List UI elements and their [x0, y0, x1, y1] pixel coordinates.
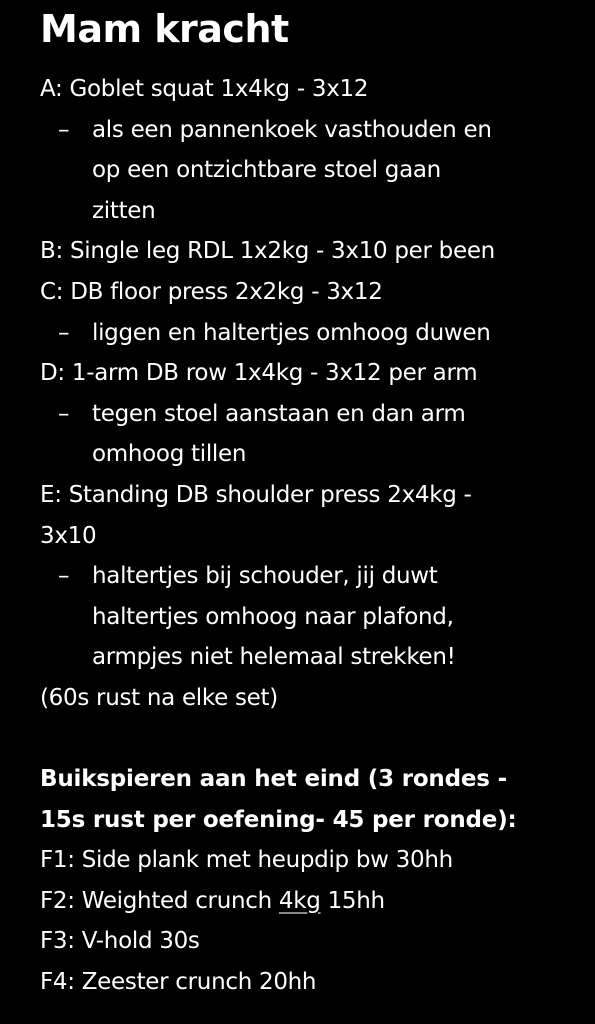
note-body[interactable] [40, 0, 585, 1003]
exercise-e-sets[interactable]: 3x10 [40, 522, 97, 549]
exercise-f3[interactable]: F3: V-hold 30s [40, 928, 200, 955]
exercise-c[interactable]: C: DB floor press 2x2kg - 3x12 [40, 278, 383, 305]
core-heading-1[interactable]: Buikspieren aan het eind (3 rondes - [40, 766, 507, 793]
exercise-e[interactable]: E: Standing DB shoulder press 2x4kg - [40, 481, 472, 508]
exercise-b[interactable]: B: Single leg RDL 1x2kg - 3x10 per been [40, 238, 495, 265]
exercise-f1[interactable]: F1: Side plank met heupdip bw 30hh [40, 847, 453, 874]
exercise-f2-reps: 15hh [320, 887, 385, 914]
exercise-d-instruction-2[interactable]: omhoog tillen [92, 441, 247, 468]
exercise-a-instruction-1[interactable]: – als een pannenkoek vasthouden en [40, 110, 585, 151]
exercise-a[interactable]: A: Goblet squat 1x4kg - 3x12 [40, 76, 369, 102]
exercise-f2-name: F2: Weighted crunch [40, 887, 279, 914]
exercise-d[interactable]: D: 1-arm DB row 1x4kg - 3x12 per arm [40, 360, 478, 387]
exercise-e-instruction-2[interactable]: haltertjes omhoog naar plafond, [92, 603, 454, 630]
exercise-f4[interactable]: F4: Zeester crunch 20hh [40, 969, 317, 996]
exercise-f2[interactable] [40, 881, 585, 922]
note-title[interactable]: Mam kracht [40, 7, 289, 51]
blank-line[interactable] [40, 719, 585, 760]
exercise-d-instruction-1[interactable]: – tegen stoel aanstaan en dan arm [40, 394, 585, 435]
exercise-a-instruction-2[interactable]: op een ontzichtbare stoel gaan [92, 157, 441, 184]
rest-note[interactable]: (60s rust na elke set) [40, 684, 278, 711]
note-lines[interactable] [40, 69, 585, 1003]
exercise-e-instruction-3[interactable]: armpjes niet helemaal strekken! [92, 644, 456, 671]
exercise-e-instruction-1[interactable]: – haltertjes bij schouder, jij duwt [40, 556, 585, 597]
exercise-c-instruction-1[interactable]: – liggen en haltertjes omhoog duwen [40, 313, 585, 354]
core-heading-2[interactable]: 15s rust per oefening- 45 per ronde): [40, 806, 517, 833]
exercise-a-instruction-3[interactable]: zitten [92, 197, 156, 224]
exercise-f2-weight: 4kg [278, 887, 321, 914]
